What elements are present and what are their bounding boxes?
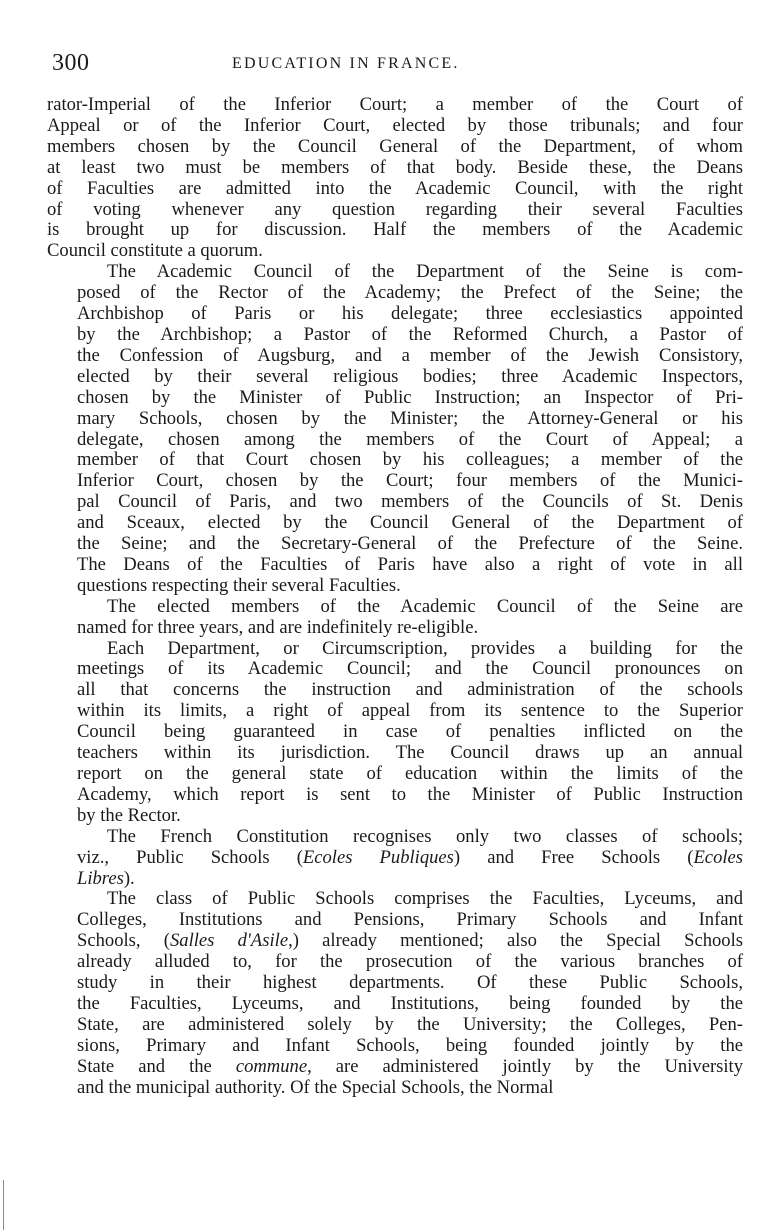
text-line: viz., Public Schools (Ecoles Publiques) and Free Schools (Ecoles	[77, 846, 744, 868]
text-line: meetings of its Academic Council; and the Council pronounces on	[77, 658, 743, 680]
text-line: mary Schools, chosen by the Minister; the Attorney-General or his	[77, 407, 743, 429]
text-line: Council constitute a quorum.	[47, 240, 263, 262]
text-line: already alluded to, for the prosecution of the various branches of	[77, 951, 743, 973]
text-line: all that concerns the instruction and administration of the schools	[77, 679, 743, 701]
text-line: and the municipal authority. Of the Special Schools, the Normal	[77, 1076, 554, 1098]
margin-rule	[3, 1180, 4, 1230]
paragraph	[47, 827, 743, 890]
text-line: the Confession of Augsburg, and a member of the Jewish Consistory,	[77, 344, 743, 366]
text-line: Colleges, Institutions and Pensions, Primary Schools and Infant	[77, 909, 743, 931]
text-line: by the Archbishop; a Pastor of the Reformed Church, a Pastor of	[77, 323, 743, 345]
text-line: Schools, (Salles d'Asile,) already mentioned; also the Special Schools	[77, 930, 743, 952]
text-line: rator-Imperial of the Inferior Court; a member of the Court of	[47, 94, 743, 115]
text-line: is brought up for discussion. Half the members of the Academic	[47, 219, 743, 241]
text-line: Archbishop of Paris or his delegate; three ecclesiastics appointed	[77, 303, 743, 325]
text-line: sions, Primary and Infant Schools, being founded jointly by the	[77, 1034, 743, 1056]
text-line: chosen by the Minister of Public Instruction; an Inspector of Pri-	[77, 386, 743, 408]
text-line: at least two must be members of that body. Beside these, the Deans	[47, 156, 743, 178]
text-line: of Faculties are admitted into the Academic Council, with the right	[47, 177, 743, 199]
text-line: report on the general state of education within the limits of the	[77, 763, 743, 784]
text-line: of voting whenever any question regarding their several Faculties	[47, 198, 743, 220]
text-line: The French Constitution recognises only two classes of schools;	[107, 825, 743, 847]
text-line: within its limits, a right of appeal from its sentence to the Superior	[77, 700, 743, 722]
page-header	[52, 50, 742, 80]
body-text	[47, 95, 743, 1099]
text-line: study in their highest departments. Of these Public Schools,	[77, 972, 743, 994]
text-line: The class of Public Schools comprises the Faculties, Lyceums, and	[107, 888, 743, 910]
paragraph	[47, 889, 743, 1098]
text-line: members chosen by the Council General of the Department, of whom	[47, 135, 743, 157]
text-line: Appeal or of the Inferior Court, elected by those tribunals; and four	[47, 114, 743, 136]
running-head: EDUCATION IN FRANCE.	[232, 55, 460, 72]
paragraph	[47, 95, 743, 262]
text-line: Each Department, or Circumscription, provides a building for the	[107, 637, 743, 659]
page-number: 300	[52, 50, 90, 76]
paragraph	[47, 639, 743, 827]
text-line: questions respecting their several Faculties.	[77, 574, 401, 596]
text-line: the Faculties, Lyceums, and Institutions, being founded by the	[77, 992, 743, 1014]
text-line: member of that Court chosen by his colleagues; a member of the	[77, 449, 743, 471]
text-line: pal Council of Paris, and two members of the Councils of St. Denis	[77, 491, 743, 513]
text-line: The Academic Council of the Department of the Seine is com-	[107, 261, 743, 283]
paragraph	[47, 597, 743, 639]
text-line: delegate, chosen among the members of the Court of Appeal; a	[77, 428, 743, 450]
text-line: Inferior Court, chosen by the Court; four members of the Munici-	[77, 470, 743, 492]
text-line: and Sceaux, elected by the Council General of the Department of	[77, 512, 743, 534]
text-line: The elected members of the Academic Council of the Seine are	[107, 595, 743, 617]
text-line: The Deans of the Faculties of Paris have also a right of vote in all	[77, 553, 743, 575]
text-line: by the Rector.	[77, 804, 181, 826]
text-line: the Seine; and the Secretary-General of the Prefecture of the Seine.	[77, 533, 743, 555]
text-line: Libres).	[77, 867, 135, 889]
text-line: State, are administered solely by the University; the Colleges, Pen-	[77, 1013, 743, 1035]
text-line: named for three years, and are indefinitely re-eligible.	[77, 616, 479, 638]
text-line: State and the commune, are administered jointly by the University	[77, 1055, 743, 1077]
text-line: Academy, which report is sent to the Minister of Public Instruction	[77, 783, 743, 805]
text-line: Council being guaranteed in case of penalties inflicted on the	[77, 721, 743, 743]
text-line: teachers within its jurisdiction. The Council draws up an annual	[77, 742, 743, 764]
text-line: elected by their several religious bodies; three Academic Inspectors,	[77, 365, 743, 387]
text-line: posed of the Rector of the Academy; the Prefect of the Seine; the	[77, 282, 743, 304]
paragraph	[47, 262, 743, 597]
